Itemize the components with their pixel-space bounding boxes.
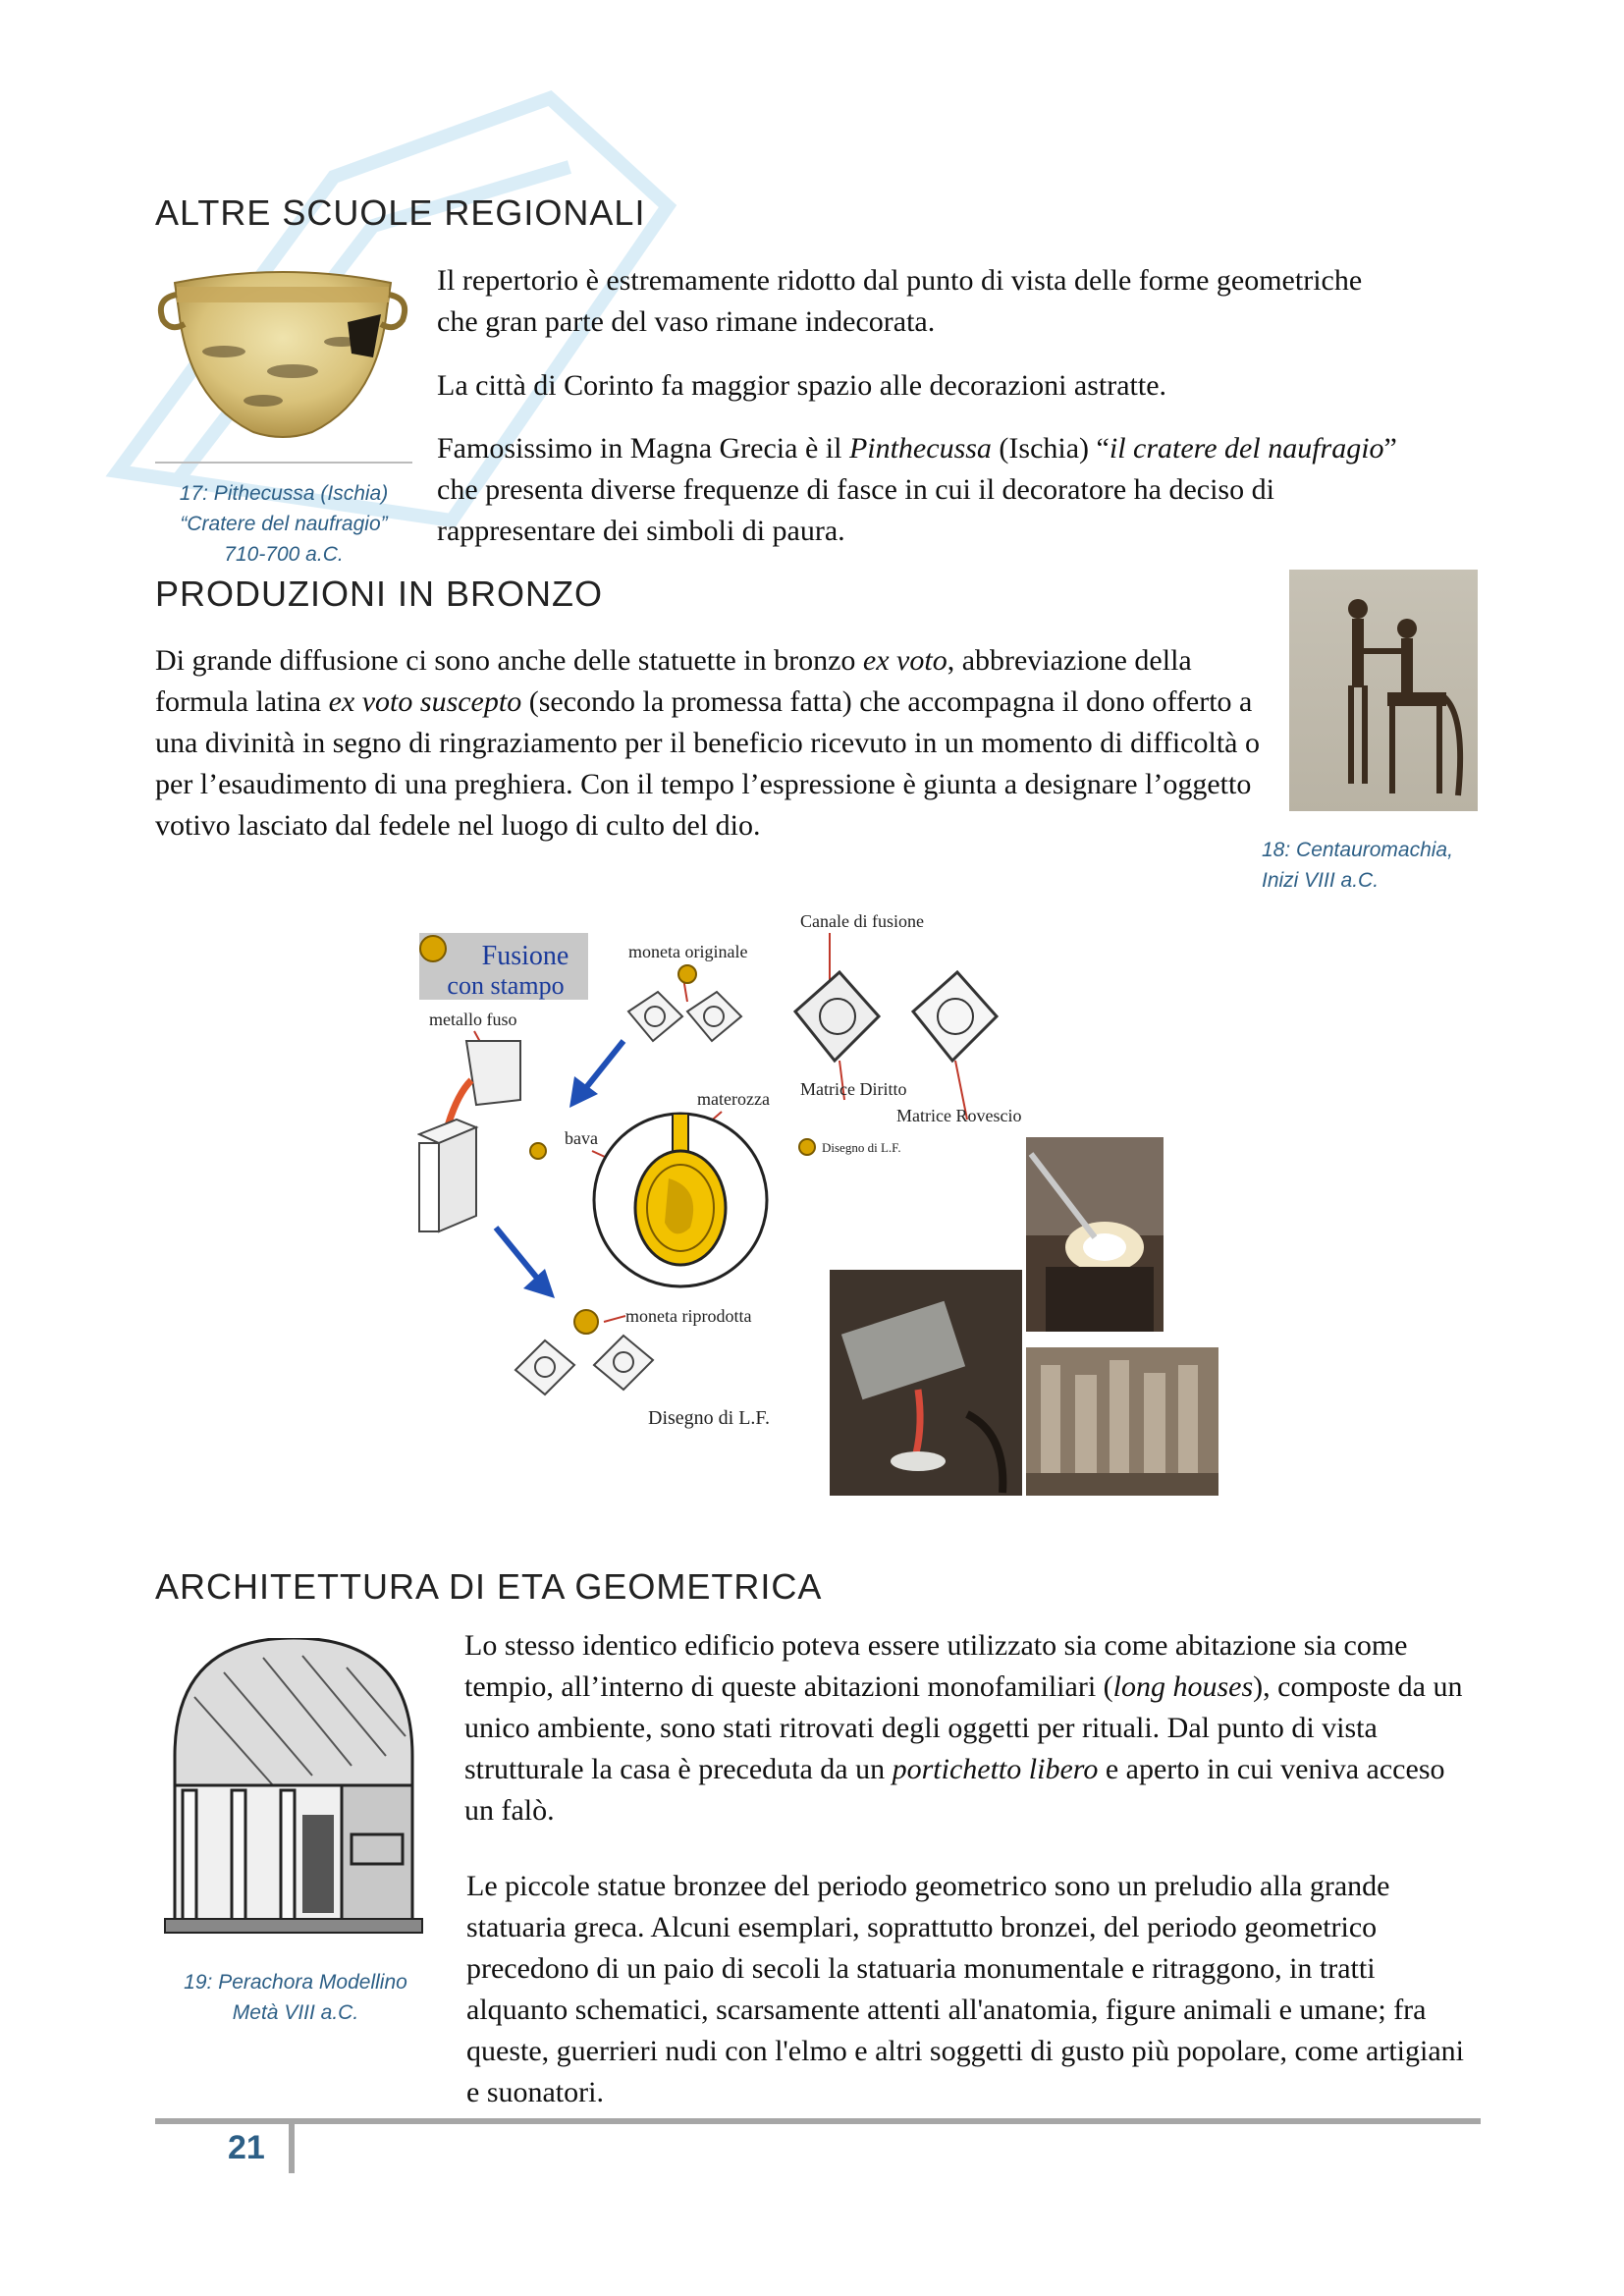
regional-paragraph-2: La città di Corinto fa maggior spazio alle decorazioni astratte. — [437, 369, 1167, 402]
matrix-diritto-icon — [795, 972, 879, 1061]
caption-17 — [155, 478, 412, 570]
regional-paragraph-3: Famosissimo in Magna Grecia è il Pinthecussa (Ischia) “il cratere del naufragio” che presenta diverse frequenze di fasce in cui il decoratore ha deciso di rappresentare dei simboli di paura. — [437, 432, 1397, 547]
coin-icon — [420, 936, 446, 961]
label-canale-fusione: Canale di fusione — [800, 911, 924, 931]
caption-19-line1: 19: Perachora Modellino — [184, 1971, 407, 1994]
original-coin-icon — [678, 965, 696, 983]
casting-photo-pouring — [830, 1270, 1022, 1496]
heading-altre-scuole: ALTRE SCUOLE REGIONALI — [155, 192, 646, 233]
diagram-title-line1: Fusione — [481, 941, 569, 971]
arrow-down-left-icon — [569, 1041, 623, 1108]
footer-line — [155, 2118, 1481, 2124]
bronze-paragraph: Di grande diffusione ci sono anche delle statuette in bronzo ex voto, abbreviazione della formula latina ex voto suscepto (secondo la promessa fatta) che accompagna il dono offerto a una divinità in segno di ringraziamento per il beneficio ricevuto in un momento di difficoltà o per l’esaudimento di una preghiera. Con il tempo l’espressione è giunta a designare l’oggetto votivo lasciato dal fedele nel luogo di culto del dio. — [155, 644, 1260, 842]
mold-block-icon — [419, 1120, 476, 1231]
heading-produzioni-bronzo: PRODUZIONI IN BRONZO — [155, 574, 604, 614]
heading-architettura: ARCHITETTURA DI ETA GEOMETRICA — [155, 1566, 823, 1607]
centauromachy-image — [1289, 570, 1478, 811]
caption-17-line3: 710-700 a.C. — [224, 543, 344, 566]
regional-paragraph-1: Il repertorio è estremamente ridotto dal punto di vista delle forme geometriche che gran parte del vaso rimane indecorata. — [437, 264, 1363, 338]
label-moneta-riprodotta: moneta riprodotta — [625, 1306, 752, 1326]
arrow-down-right-icon — [496, 1228, 555, 1298]
caption-divider — [155, 462, 412, 464]
caption-19 — [155, 1967, 436, 2028]
label-moneta-originale: moneta originale — [628, 942, 748, 961]
central-coin-icon — [594, 1114, 767, 1286]
label-matrice-diritto: Matrice Diritto — [800, 1079, 907, 1099]
label-bava: bava — [565, 1128, 598, 1148]
reproduced-mold-icon — [515, 1336, 653, 1394]
mold-halves-icon — [628, 992, 741, 1041]
label-disegno-small: Disegno di L.F. — [822, 1140, 901, 1155]
caption-18-line2: Inizi VIII a.C. — [1262, 869, 1380, 892]
casting-photo-figurines — [1026, 1347, 1218, 1496]
label-matrice-rovescio: Matrice Rovescio — [896, 1106, 1022, 1125]
label-disegno: Disegno di L.F. — [648, 1407, 770, 1429]
architecture-paragraph-1: Lo stesso identico edificio poteva essere utilizzato sia come abitazione sia come tempio, all’interno di queste abitazioni monofamiliari (long houses), composte da un unico ambiente, sono stati ritrovati degli oggetti per rituali. Dal punto di vista strutturale la casa è preceduta da un portichetto libero e aperto in cui veniva acceso un falò. — [464, 1629, 1463, 1827]
label-materozza: materozza — [697, 1089, 770, 1109]
caption-18 — [1262, 835, 1517, 896]
small-coin-icon — [799, 1139, 815, 1155]
caption-18-line1: 18: Centauromachia, — [1262, 839, 1453, 861]
matrix-rovescio-icon — [913, 972, 997, 1061]
crater-image — [155, 263, 410, 445]
page-number: 21 — [228, 2129, 265, 2166]
label-metallo-fuso: metallo fuso — [429, 1010, 517, 1029]
reproduced-coin-icon — [574, 1310, 598, 1334]
architecture-paragraph-2: Le piccole statue bronzee del periodo geometrico sono un preludio alla grande statuaria greca. Alcuni esemplari, soprattutto bronzei, del periodo geometrico precedono di un paio di secoli la statuaria monumentale e ritraggono, in tratti alquanto schematici, scarsamente attenti all'anatomia, figure animali e umane; fra queste, guerrieri nudi con l'elmo e altri soggetti di gusto più popolare, come artigiani e suonatori. — [466, 1870, 1464, 2108]
diagram-title-line2: con stampo — [447, 971, 565, 1000]
caption-17-line2: “Cratere del naufragio” — [180, 513, 388, 535]
small-coin-icon — [530, 1143, 546, 1159]
casting-diagram — [417, 903, 1222, 1512]
casting-photo-torch — [1026, 1137, 1164, 1332]
perachora-model-image — [155, 1638, 432, 1942]
footer-separator — [289, 2124, 295, 2173]
caption-17-line1: 17: Pithecussa (Ischia) — [179, 482, 389, 505]
crucible-icon — [447, 1041, 520, 1129]
caption-19-line2: Metà VIII a.C. — [232, 2001, 359, 2024]
pointer-line — [604, 1316, 625, 1322]
